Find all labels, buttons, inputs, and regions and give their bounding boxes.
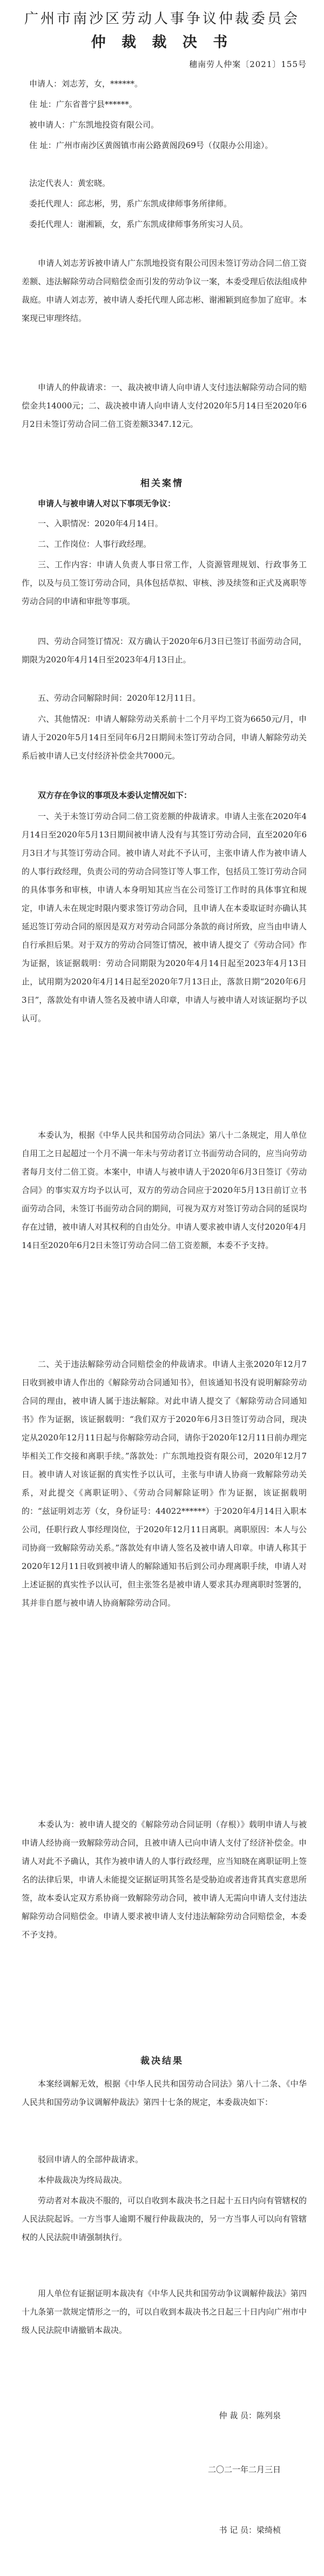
ruling-paragraph: 用人单位有证据证明本裁决有《中华人民共和国劳动争议调解仲裁法》第四十九条第一款规定情形之一的，可以自收到本裁决书之日起三十日内向广州市中级人民法院申请撤销本裁决。 — [22, 2289, 307, 2335]
party-line: 申请人：刘志芳，女，******。 — [29, 79, 143, 89]
fact-item: 四、劳动合同签订情况：双方确认于2020年6月3日已签订书面劳动合同，期限为2020年4月14日至2023年4月13日止。 — [22, 636, 307, 665]
ruling-paragraph: 本案经调解无效，根据《中华人民共和国劳动合同法》第八十二条、《中华人民共和国劳动争议调解仲裁法》第四十七条的规定，本委裁决如下： — [22, 2079, 307, 2107]
fact-item: 一、入职情况：2020年4月14日。 — [38, 519, 163, 528]
facts-lead: 申请人与被申请人对以下事项无争议： — [38, 499, 176, 508]
fact-item: 六、其他情况：申请人解除劳动关系前十二个月平均工资为6650元/月，申请人于2020年5月14日至同年6月2日期间未签订劳动合同，申请人解除劳动关系后被申请人已支付经济补偿金共7000元。 — [22, 714, 307, 761]
dispute-paragraph: 本委认为：被申请人提交的《解除劳动合同证明（存根）》载明申请人与被申请人经协商一致解除劳动合同，且被申请人已向申请人支付了经济补偿金。申请人对此不予确认，其作为被申请人的人事行政经理，应当知晓在离职证明上签名的法律后果，申请人未能提交证据证明其签名是受胁迫或者违背其真实意思所签，故本委认定双方系协商一致解除劳动合同，被申请人无需向申请人支付违法解除劳动合同赔偿金。申请人要求被申请人支付违法解除劳动合同赔偿金，本委不予支持。 — [22, 1820, 307, 1940]
clerk-signature: 书 记 员：梁绮桢 — [219, 2525, 281, 2535]
fact-item: 二、工作岗位：人事行政经理。 — [38, 539, 152, 549]
ruling-paragraph: 本仲裁裁决为终局裁决。 — [38, 2175, 127, 2185]
ruling-paragraph: 劳动者对本裁决不服的，可以自收到本裁决书之日起十五日内向有管辖权的人民法院起诉。一方当事人逾期不履行仲裁裁决的，另一方当事人可以向有管辖权的人民法院申请强制执行。 — [22, 2196, 307, 2242]
ruling-paragraph: 驳回申请人的全部仲裁请求。 — [38, 2155, 144, 2164]
issuing-organization: 广州市南沙区劳动人事争议仲裁委员会 — [24, 11, 300, 27]
party-line: 住 址：广东省普宁县******。 — [29, 99, 137, 109]
party-line: 住 址：广州市南沙区黄阁镇市南公路黄阁段69号（仅限办公用途）。 — [29, 140, 273, 150]
disputes-lead: 双方存在争议的事项及本委认定情况如下： — [38, 790, 192, 800]
party-line: 委托代理人：谢湘颖，女，系广东凯成律师事务所实习人员。 — [29, 219, 248, 229]
fact-item: 三、工作内容：申请人负责人事日常工作，人资源管理规划、行政事务工作，以及与员工签订劳动合同，具体包括草拟、审核、涉及续签和正式及离职等劳动合同的申请和审批等事项。 — [22, 560, 307, 606]
claims-paragraph: 申请人的仲裁请求：一、裁决被申请人向申请人支付违法解除劳动合同的赔偿金共14000元；二、裁决被申请人向申请人支付2020年5月14日至2020年6月2日未签订劳动合同二倍工资差额3347.12元。 — [22, 383, 307, 429]
dispute-paragraph: 本委认为，根据《中华人民共和国劳动合同法》第八十二条规定，用人单位自用工之日起超过一个月不满一年未与劳动者订立书面劳动合同的，应当向劳动者每月支付二倍工资。本案中，申请人与被申请人于2020年6月3日签订《劳动合同》的事实双方均予以认可，双方的劳动合同应于2020年5月13日前订立书面劳动合同，未签订书面劳动合同的期间，可视为双方对签订劳动合同的延误均存在过错，被申请人对其权利的自由处分。申请人要求被申请人支付2020年4月14日至2020年6月2日未签订劳动合同二倍工资差额，本委不予支持。 — [22, 1130, 307, 1250]
party-line: 被申请人：广东凯地投资有限公司。 — [29, 120, 159, 130]
party-line: 法定代表人：黄宏晓。 — [29, 178, 111, 188]
dispute-paragraph: 一、关于未签订劳动合同二倍工资差额的仲裁请求。申请人主张在2020年4月14日至2020年5月13日期间被申请人没有与其签订劳动合同，直至2020年6月3日才与其签订劳动合同。被申请人对此不予认可，主张申请人作为被申请人的人事行政经理，负责公司的劳动合同签订等人事工作，包括员工签订劳动合同的具体事务和审核，申请人本身明知其应当在公司签订工作时的具体事宜和规定，申请人未在规定时限内要求签订劳动合同，且申请人在本委取证时亦确认其延迟签订劳动合同的原因是双方对劳动合同部分条款的商讨所致，应当由申请人自行承担后果。对于双方的劳动合同签订情况，被申请人提交了《劳动合同》作为证据，该证据载明：劳动合同期限为2020年4月14日起至2023年4月13日止，试用期为2020年4月14日起至2020年7月13日止，落款日期“2020年6月3日”，落款处有申请人签名及被申请人印章，申请人与被申请人对该证据均予以认可。 — [22, 811, 307, 1023]
document-number: 穗南劳人仲案〔2021〕155号 — [189, 59, 307, 69]
arbitrator-signature: 仲 裁 员：陈列泉 — [219, 2411, 281, 2420]
party-line: 委托代理人：邱志彬，男，系广东凯成律师事务所律师。 — [29, 199, 232, 209]
section-heading-ruling: 裁决结果 — [140, 2056, 184, 2067]
document-title: 仲 裁 裁 决 书 — [91, 34, 233, 51]
dispute-paragraph: 二、关于违法解除劳动合同赔偿金的仲裁请求。申请人主张2020年12月7日收到被申请人作出的《解除劳动合同通知书》，但该通知书没有说明解除劳动合同的理由，被申请人属于违法解除。对此申请人提交了《解除劳动合同通知书》作为证据，该证据载明：“我们双方于2020年6月3日签订劳动合同，现决定从2020年12月11日起与你解除劳动合同，请你于2020年12月11日前办理完毕相关工作交接和离职手续。”落款处：广东凯地投资有限公司，2020年12月7日。被申请人对该证据的真实性予以认可，主张与申请人协商一致解除劳动关系，对此提交《离职证明》、《劳动合同解除证明》作为证据，该证据载明的：“兹证明刘志芳（女，身份证号：44022******）于2020年4月14日入职本公司，任职行政人事经理岗位，于2020年12月11日离职。离职原因：本人与公司协商一致解除劳动关系。”落款处有申请人签名及被申请人印章。申请人称其于2020年12月11日收到被申请人的解除通知书后到公司办理离职手续，申请人对上述证据的真实性予以认可，但主张签名是被申请人要求其办理离职时签署的，其并非自愿与被申请人协商解除劳动合同。 — [22, 1359, 307, 1608]
ruling-date: 二〇二一年二月三日 — [207, 2465, 281, 2474]
section-heading-facts: 相关案情 — [140, 478, 184, 489]
intro-paragraph: 申请人刘志芳诉被申请人广东凯地投资有限公司因未签订劳动合同二倍工资差额、违法解除劳动合同赔偿金而引发的劳动争议一案，本委受理后依法组成仲裁庭。申请人刘志芳，被申请人委托代理人邱志彬、谢湘颖到庭参加了庭审。本案现已审理终结。 — [22, 258, 307, 323]
fact-item: 五、劳动合同解除时间：2020年12月11日。 — [38, 693, 201, 703]
